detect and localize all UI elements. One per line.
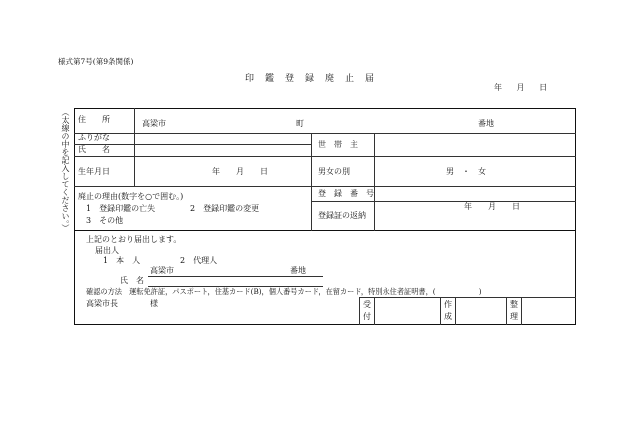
applicant-self[interactable]: 1 本 人	[103, 256, 141, 265]
mayor-label: 高梁市長	[86, 299, 118, 308]
address-town: 町	[296, 119, 304, 128]
name-label: 氏 名	[78, 145, 110, 154]
lower-box	[74, 231, 576, 325]
filed-label-2: 理	[510, 312, 518, 321]
birthdate-value: 年 月 日	[212, 167, 268, 176]
address-label: 住 所	[78, 115, 110, 124]
form-title: 印鑑登録廃止届	[244, 74, 385, 84]
applicant-agent[interactable]: 2 代理人	[180, 256, 218, 265]
filed-label-1: 整	[510, 300, 518, 309]
instruction-note: （太線の中を記入してください。）	[61, 108, 70, 232]
gender-label: 男女の別	[318, 167, 350, 176]
birthdate-label: 生年月日	[78, 167, 110, 176]
certificate-return-label: 登録証の返納	[318, 211, 366, 220]
mayor-honorific: 様	[150, 299, 158, 308]
applicant-label: 届出人	[95, 246, 119, 255]
gender-value: 男 ・ 女	[446, 167, 486, 176]
applicant-name-label: 氏 名	[120, 276, 144, 285]
household-head-label: 世 帯 主	[318, 140, 358, 149]
reception-label-2: 付	[363, 312, 371, 321]
statement: 上記のとおり届出します。	[86, 235, 182, 244]
reason-option-1[interactable]: 1 登録印鑑の亡失	[86, 204, 156, 213]
reason-option-2[interactable]: 2 登録印鑑の変更	[190, 204, 260, 213]
prepared-label-1: 作	[444, 300, 452, 309]
submission-date: 年 月 日	[494, 83, 548, 92]
reason-title: 廃止の理由(数字を○で囲む。)	[78, 192, 184, 201]
applicant-banchi: 番地	[290, 266, 306, 275]
furigana-label: ふりがな	[78, 133, 110, 142]
address-city: 高梁市	[142, 119, 166, 128]
registration-number-label: 登 録 番 号	[318, 189, 374, 198]
address-banchi: 番地	[478, 119, 494, 128]
confirmation-method: 確認の方法 運転免許証，パスポート，住基カード(B)，個人番号カード，在留カード，特別永住者証明書，( )	[86, 287, 482, 296]
certificate-return-date: 年 月 日	[464, 202, 520, 211]
address-input[interactable]	[136, 110, 576, 132]
form-number: 様式第7号(第9条関係)	[58, 57, 134, 66]
prepared-label-2: 成	[444, 312, 452, 321]
reason-option-3[interactable]: 3 その他	[86, 216, 124, 225]
applicant-city: 高梁市	[150, 266, 174, 275]
reception-label-1: 受	[363, 300, 371, 309]
